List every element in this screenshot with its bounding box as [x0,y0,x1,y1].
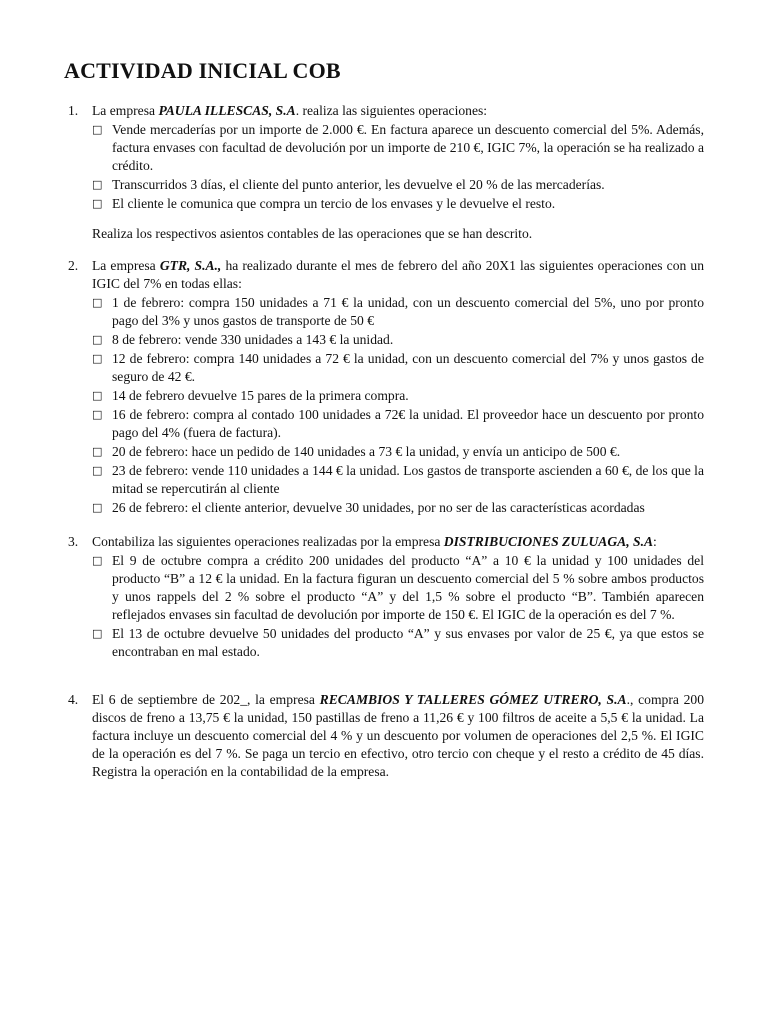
list-item: □ 14 de febrero devuelve 15 pares de la primera compra. [92,388,409,403]
spacer [64,661,704,691]
exercise-body [92,102,704,257]
company-name: GTR, S.A., [159,258,222,273]
list-item: □ 16 de febrero: compra al contado 100 unidades a 72€ la unidad. El proveedor hace un descuento por pronto pago del 4% (fuera de factura). [92,407,704,440]
bullet-icon: □ [92,501,103,514]
list-item: □ 1 de febrero: compra 150 unidades a 71 € la unidad, con un descuento comercial del 5%, uno por pronto pago del 3% y unos gastos de transporte de 50 € [92,295,704,328]
statement-text: La empresa [92,103,159,118]
spacer [64,517,704,533]
list-item: □ 12 de febrero: compra 140 unidades a 72 € la unidad, con un descuento comercial del 7% y unos gastos de seguro de 42 €. [92,351,704,384]
bullet-icon: □ [92,445,103,458]
exercise-body [92,691,704,781]
exercise-body [92,257,704,517]
bullet-icon: □ [92,389,103,402]
operation-list [92,294,704,517]
exercise-4 [64,691,704,781]
bullet-icon: □ [92,352,103,365]
statement-text: ., compra 200 discos de freno a 13,75 € la unidad, 150 pastillas de freno a 11,26 € y 100 filtros de aceite a 5,5 € la unidad. La factura incluye un descuento comercial del 4 % y un descuento por volumen de operaciones del 2,5 %. El IGIC de la operación es del 7 %. Se paga un tercio en efectivo, otro tercio con cheque y el resto a crédito de 45 días. Registra la operación en la contabilidad de la empresa. [92,692,704,779]
statement-text: Contabiliza las siguientes operaciones realizadas por la empresa [92,534,444,549]
operation-list [92,552,704,661]
exercise-1 [64,102,704,257]
bullet-icon: □ [92,296,103,309]
company-name: RECAMBIOS Y TALLERES GÓMEZ UTRERO, S.A [319,692,627,707]
company-name: PAULA ILLESCAS, S.A [158,103,296,118]
bullet-icon: □ [92,554,103,567]
bullet-icon: □ [92,408,103,421]
exercise-statement [92,102,704,120]
exercise-2 [64,257,704,517]
bullet-icon: □ [92,464,103,477]
statement-text: . realiza las siguientes operaciones: [295,103,488,118]
exercise-body [92,533,704,661]
bullet-icon: □ [92,178,103,191]
list-item: □ 20 de febrero: hace un pedido de 140 unidades a 73 € la unidad, y envía un anticipo de 500 €. [92,444,621,459]
statement-text: : [653,534,657,549]
bullet-icon: □ [92,123,103,136]
exercise-number: 1. [68,103,79,118]
list-item: □ El 9 de octubre compra a crédito 200 unidades del producto “A” a 10 € la unidad y 100 unidades del producto “B” a 12 € la unidad. En la factura figuran un descuento comercial del 5 % sobre ambos productos y unos rappels del 2 % sobre el producto “A” y del 1,5 % sobre el producto “B”. También aparecen reflejados envases sin facultad de devolución por importe de 150 €. El IGIC de la operación es del 7 %. [92,553,704,622]
exercise-statement [92,533,704,551]
page-title: ACTIVIDAD INICIAL COB [64,58,341,83]
statement-text: ha realizado durante el mes de febrero del año 20X1 las siguientes operaciones con un IGIC del 7% en todas ellas: [92,258,704,291]
exercise-number: 2. [68,258,79,273]
list-item: □ Transcurridos 3 días, el cliente del punto anterior, les devuelve el 20 % de las mercaderías. [92,177,605,192]
company-name: DISTRIBUCIONES ZULUAGA, S.A [443,534,654,549]
list-item: □ El cliente le comunica que compra un tercio de los envases y le devuelve el resto. [92,196,556,211]
list-item: □ 23 de febrero: vende 110 unidades a 144 € la unidad. Los gastos de transporte ascienden a 60 €, de los que la mitad se repercutirán al cliente [92,463,704,496]
exercise-number: 3. [68,534,79,549]
exercise-note: Realiza los respectivos asientos contables de las operaciones que se han descrito. [92,226,533,241]
list-item: □ 26 de febrero: el cliente anterior, devuelve 30 unidades, por no ser de las características acordadas [92,500,645,515]
bullet-icon: □ [92,627,103,640]
list-item: □ Vende mercaderías por un importe de 2.000 €. En factura aparece un descuento comercial del 5%. Además, factura envases con facultad de devolución por un importe de 210 €, IGIC 7%, la operación se ha realizado a crédito. [92,122,704,173]
list-item: □ 8 de febrero: vende 330 unidades a 143 € la unidad. [92,332,394,347]
statement-text: La empresa [92,258,160,273]
exercise-statement [92,691,704,781]
list-item: □ El 13 de octubre devuelve 50 unidades del producto “A” y sus envases por valor de 25 €, ya que estos se encontraban en mal estado. [92,626,704,659]
exercise-3 [64,533,704,661]
exercise-statement [92,257,704,293]
exercise-number: 4. [68,692,79,707]
operation-list [92,121,704,213]
statement-text: El 6 de septiembre de 202_, la empresa [92,692,320,707]
bullet-icon: □ [92,197,103,210]
bullet-icon: □ [92,333,103,346]
